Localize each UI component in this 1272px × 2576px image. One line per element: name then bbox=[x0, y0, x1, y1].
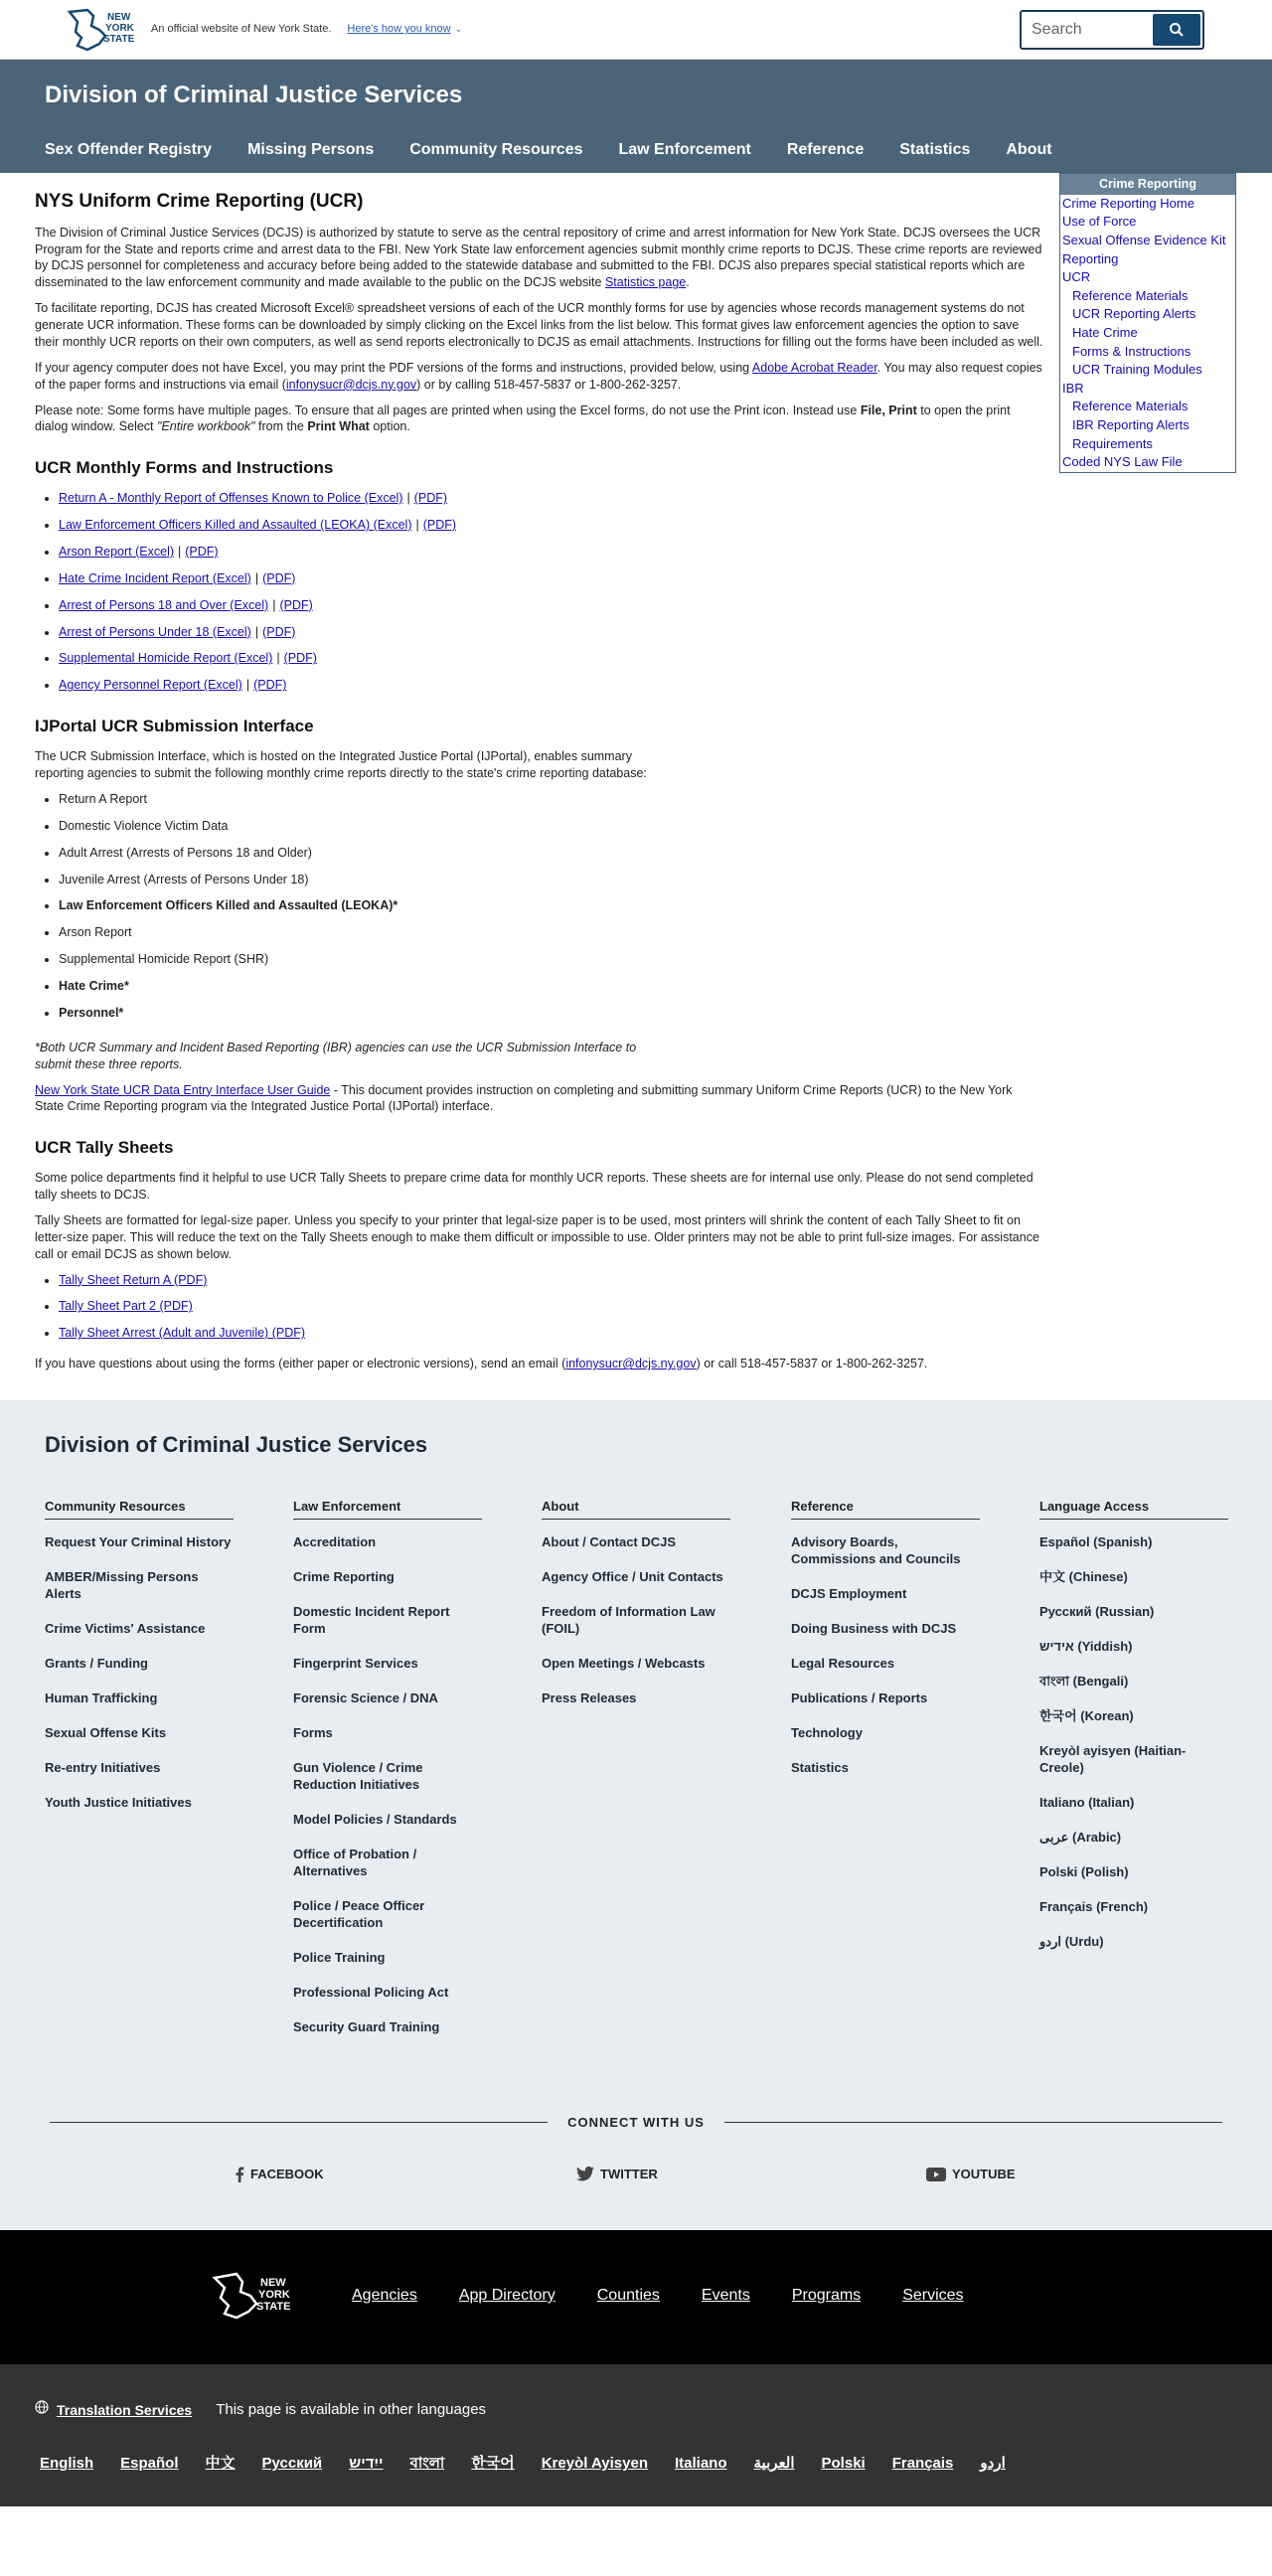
form-list-item bbox=[59, 650, 1043, 667]
twitter-label: TWITTER bbox=[600, 2167, 658, 2182]
statistics-page-link[interactable]: Statistics page bbox=[604, 275, 687, 290]
footer-link-services[interactable]: Services bbox=[902, 2287, 964, 2305]
footer-link[interactable]: Fingerprint Services bbox=[293, 1655, 418, 1671]
translation-bar bbox=[0, 2364, 1272, 2506]
svg-text:NEW: NEW bbox=[260, 2277, 286, 2290]
questions-email-link[interactable]: infonysucr@dcjs.ny.gov bbox=[565, 1357, 697, 1371]
pdf-text-c: ) or by calling 518-457-5837 or 1-800-262-3257. bbox=[416, 377, 682, 392]
report-list-item: • Return A Report bbox=[59, 791, 1043, 808]
sidebar-item-requirements[interactable]: Requirements bbox=[1072, 435, 1153, 451]
sidebar-item-reference-materials[interactable]: Reference Materials bbox=[1072, 287, 1189, 303]
user-guide-link[interactable]: New York State UCR Data Entry Interface User Guide bbox=[35, 1082, 331, 1097]
footer-column-law-enforcement bbox=[293, 1498, 482, 2053]
monthly-forms-list bbox=[59, 490, 1043, 694]
state-footer-bar bbox=[0, 2230, 1272, 2364]
form-excel-link[interactable]: Arson Report (Excel) bbox=[59, 544, 175, 559]
footer-link[interactable]: Office of Probation / Alternatives bbox=[293, 1846, 417, 1878]
form-pdf-link[interactable]: (PDF) bbox=[422, 518, 457, 533]
facebook-icon bbox=[235, 2167, 244, 2182]
crime-reporting-sidebar bbox=[1059, 173, 1236, 473]
footer-column-about bbox=[542, 1498, 730, 1724]
user-guide-paragraph bbox=[35, 1082, 1043, 1116]
questions-text-a: If you have questions about using the forms (either paper or electronic versions), send an email ( bbox=[35, 1357, 566, 1371]
tally-sheet-list bbox=[59, 1272, 1043, 1343]
footer-column-heading: About bbox=[542, 1498, 730, 1520]
pdf-text-b: . You may also request copies of the paper forms and instructions via email ( bbox=[35, 360, 1042, 392]
tally-list-item bbox=[59, 1298, 1043, 1315]
site-footer bbox=[0, 1400, 1272, 2230]
main-content bbox=[35, 189, 1043, 1372]
form-list-item bbox=[59, 490, 1043, 507]
footer-link[interactable]: Police / Peace Officer Decertification bbox=[293, 1897, 425, 1930]
print-note-file-print: File, Print bbox=[860, 402, 917, 417]
nav-reference[interactable]: Reference bbox=[786, 141, 865, 158]
sidebar-item-use-of-force[interactable]: Use of Force bbox=[1062, 214, 1137, 230]
footer-link[interactable]: اردو (Urdu) bbox=[1039, 1933, 1104, 1949]
twitter-icon bbox=[576, 2167, 594, 2181]
adobe-reader-link[interactable]: Adobe Acrobat Reader bbox=[751, 360, 877, 375]
footer-link-events[interactable]: Events bbox=[701, 2287, 750, 2305]
tally-list-item bbox=[59, 1325, 1043, 1342]
separator: | bbox=[415, 518, 419, 533]
svg-text:YORK: YORK bbox=[258, 2289, 290, 2302]
print-note-a: Please note: Some forms have multiple pages. To ensure that all pages are printed when using the Excel forms, do not use the Print icon. Instead use bbox=[35, 402, 858, 417]
sidebar-item-reference-materials[interactable]: Reference Materials bbox=[1072, 399, 1189, 414]
tally-sheet-link[interactable]: Tally Sheet Arrest (Adult and Juvenile) (PDF) bbox=[59, 1326, 306, 1341]
footer-link[interactable]: عربى (Arabic) bbox=[1039, 1829, 1122, 1845]
form-list-item bbox=[59, 624, 1043, 641]
search-box bbox=[1020, 10, 1204, 50]
report-list-item: • Arson Report bbox=[59, 924, 1043, 941]
footer-link[interactable]: Technology bbox=[791, 1724, 863, 1740]
connect-heading: CONNECT WITH US bbox=[567, 2115, 705, 2131]
footer-column-heading: Language Access bbox=[1039, 1498, 1228, 1520]
footer-agency-title: Division of Criminal Justice Services bbox=[45, 1432, 428, 1458]
facebook-label: FACEBOOK bbox=[250, 2167, 324, 2182]
form-list-item bbox=[59, 597, 1043, 614]
print-note-entire-workbook: "Entire workbook" bbox=[157, 419, 255, 434]
main-nav bbox=[45, 139, 1088, 161]
footer-link[interactable]: Forensic Science / DNA bbox=[293, 1690, 438, 1705]
language-link[interactable]: Kreyòl Ayisyen bbox=[541, 2455, 648, 2473]
footer-link[interactable]: Model Policies / Standards bbox=[293, 1811, 457, 1827]
footer-link[interactable]: Human Trafficking bbox=[45, 1690, 158, 1705]
form-pdf-link[interactable]: (PDF) bbox=[413, 491, 448, 506]
youtube-link[interactable] bbox=[926, 2166, 1016, 2183]
ijportal-heading: IJPortal UCR Submission Interface bbox=[35, 717, 314, 736]
footer-link-counties[interactable]: Counties bbox=[596, 2287, 660, 2305]
intro-text: The Division of Criminal Justice Services (DCJS) is authorized by statute to serve as the central repository of crime and arrest information for New York State. DCJS oversees the UCR Program for the State and reports crime and arrest data to the FBI. New York State law enforcement agencies submit monthly crime reports to DCJS. These crime reports are reviewed by DCJS personnel for completeness and accuracy before being added to the statewide database and submitted to the FBI. DCJS also prepares special statistical reports which are disseminated to the law enforcement community and made available to the public on the DCJS website bbox=[35, 225, 1042, 290]
footer-link[interactable]: Professional Policing Act bbox=[293, 1984, 449, 2000]
sidebar-item-forms-instructions[interactable]: Forms & Instructions bbox=[1072, 343, 1192, 359]
pdf-paragraph bbox=[35, 360, 1043, 394]
sidebar-item-sexual-offense-evidence-kit-reporting[interactable]: Sexual Offense Evidence Kit Reporting bbox=[1062, 233, 1226, 266]
language-link[interactable]: Polski bbox=[821, 2455, 866, 2473]
form-excel-link[interactable]: Hate Crime Incident Report (Excel) bbox=[59, 570, 251, 585]
official-website-text: An official website of New York State. bbox=[151, 23, 332, 36]
footer-link[interactable]: Legal Resources bbox=[791, 1655, 895, 1671]
tally-sheets-heading: UCR Tally Sheets bbox=[35, 1138, 174, 1158]
agency-title[interactable]: Division of Criminal Justice Services bbox=[45, 81, 463, 108]
user-guide-text: - This document provides instruction on completing and submitting summary Uniform Crime Reports (UCR) to the New York State Crime Reporting program via the Integrated Justice Portal (IJPortal) interface. bbox=[35, 1082, 1013, 1114]
facebook-link[interactable] bbox=[235, 2166, 324, 2183]
connect-with-us bbox=[50, 2114, 1222, 2132]
footer-link[interactable]: Domestic Incident Report Form bbox=[293, 1603, 450, 1636]
translation-row bbox=[35, 2400, 486, 2420]
nav-missing-persons[interactable]: Missing Persons bbox=[247, 141, 375, 158]
footer-link[interactable]: Русский (Russian) bbox=[1039, 1603, 1155, 1619]
footer-link[interactable]: Kreyòl ayisyen (Haitian-Creole) bbox=[1039, 1742, 1187, 1775]
svg-text:NEW: NEW bbox=[107, 11, 131, 23]
footer-link[interactable]: Statistics bbox=[791, 1759, 849, 1775]
print-note-b: to open the print dialog window. Select bbox=[35, 402, 1011, 434]
form-excel-link[interactable]: Return A - Monthly Report of Offenses Known to Police (Excel) bbox=[59, 491, 403, 506]
print-note-print-what: Print What bbox=[307, 419, 370, 434]
footer-link-programs[interactable]: Programs bbox=[791, 2287, 862, 2305]
nav-law-enforcement[interactable]: Law Enforcement bbox=[618, 141, 751, 158]
sidebar-item-ibr-reporting-alerts[interactable]: IBR Reporting Alerts bbox=[1072, 417, 1190, 432]
footer-link[interactable]: Grants / Funding bbox=[45, 1655, 148, 1671]
twitter-link[interactable] bbox=[576, 2166, 658, 2183]
tally-paragraph-1: Some police departments find it helpful to use UCR Tally Sheets to prepare crime data for monthly UCR reports. These sheets are for internal use only. Please do not send completed tally sheets to DCJS. bbox=[35, 1171, 1034, 1203]
tally-sheet-link[interactable]: Tally Sheet Part 2 (PDF) bbox=[59, 1299, 193, 1314]
footer-link[interactable]: Security Guard Training bbox=[293, 2018, 440, 2034]
questions-paragraph bbox=[35, 1356, 1043, 1372]
footer-link-agencies[interactable]: Agencies bbox=[352, 2287, 417, 2305]
sidebar-item-coded-nys-law-file[interactable]: Coded NYS Law File bbox=[1062, 454, 1183, 470]
tally-paragraph-2: Tally Sheets are formatted for legal-size paper. Unless you specify to your printer that legal-size paper is to be used, most printers will shrink the content of each Tally Sheet to fit on letter-size paper. This will reduce the text on the Tally Sheets enough to make them difficult or impossible to use. Older printers may not be able to print full-size images. For assistance call or email DCJS as shown below. bbox=[35, 1212, 1039, 1261]
questions-text-b: ) or call 518-457-5837 or 1-800-262-3257. bbox=[696, 1357, 928, 1371]
search-input[interactable]: Search bbox=[1032, 21, 1082, 39]
language-link[interactable]: اردو bbox=[980, 2455, 1006, 2473]
separator: | bbox=[276, 651, 280, 666]
footer-column-reference bbox=[791, 1498, 980, 1794]
footer-link[interactable]: Polski (Polish) bbox=[1039, 1863, 1129, 1879]
footer-link[interactable]: Agency Office / Unit Contacts bbox=[542, 1568, 723, 1584]
form-pdf-link[interactable]: (PDF) bbox=[185, 544, 219, 559]
search-icon bbox=[1169, 22, 1185, 38]
footer-column-heading: Community Resources bbox=[45, 1498, 234, 1520]
footer-link[interactable]: Advisory Boards, Commissions and Councils bbox=[791, 1533, 961, 1566]
language-link[interactable]: العربية bbox=[753, 2455, 795, 2473]
ibr-note: *Both UCR Summary and Incident Based Reporting (IBR) agencies can use the UCR Submission Interface to submit these three reports. bbox=[35, 1040, 637, 1071]
form-excel-link[interactable]: Arrest of Persons Under 18 (Excel) bbox=[59, 624, 251, 639]
content-area bbox=[0, 173, 1272, 1372]
nav-about[interactable]: About bbox=[1006, 141, 1052, 158]
separator: | bbox=[178, 544, 182, 559]
language-link[interactable]: English bbox=[40, 2455, 94, 2473]
nav-community-resources[interactable]: Community Resources bbox=[409, 141, 583, 158]
svg-text:STATE: STATE bbox=[103, 33, 135, 45]
sidebar-item-hate-crime[interactable]: Hate Crime bbox=[1072, 325, 1138, 341]
site-header bbox=[0, 60, 1272, 173]
nys-logo[interactable] bbox=[66, 6, 141, 54]
report-list-item: • Juvenile Arrest (Arrests of Persons Under 18) bbox=[59, 872, 1043, 888]
footer-link[interactable]: Italiano (Italian) bbox=[1039, 1794, 1135, 1810]
ijportal-report-list bbox=[59, 791, 1043, 1022]
language-link[interactable]: 中文 bbox=[205, 2455, 236, 2473]
footer-link[interactable]: Open Meetings / Webcasts bbox=[542, 1655, 706, 1671]
footer-link[interactable]: Police Training bbox=[293, 1949, 386, 1965]
footer-link[interactable]: Youth Justice Initiatives bbox=[45, 1794, 192, 1810]
tally-sheet-link[interactable]: Tally Sheet Return A (PDF) bbox=[59, 1272, 208, 1287]
footer-link[interactable]: Français (French) bbox=[1039, 1898, 1149, 1914]
footer-link[interactable]: Forms bbox=[293, 1724, 333, 1740]
footer-link[interactable]: Español (Spanish) bbox=[1039, 1533, 1153, 1549]
official-banner bbox=[0, 0, 1272, 60]
chevron-down-icon: ⌄ bbox=[454, 24, 463, 35]
footer-link[interactable]: Crime Victims' Assistance bbox=[45, 1620, 206, 1636]
divider bbox=[50, 2122, 548, 2123]
sidebar-item-crime-reporting-home[interactable]: Crime Reporting Home bbox=[1062, 195, 1194, 211]
ijportal-paragraph: The UCR Submission Interface, which is hosted on the Integrated Justice Portal (IJPortal), enables summary reporting agencies to submit the following monthly crime reports directly to the state's crime reporting database: bbox=[35, 749, 647, 781]
footer-link[interactable]: Doing Business with DCJS bbox=[791, 1620, 957, 1636]
language-link[interactable]: Français bbox=[891, 2455, 954, 2473]
tally-list-item bbox=[59, 1272, 1043, 1289]
footer-link[interactable]: Request Your Criminal History bbox=[45, 1533, 232, 1549]
form-pdf-link[interactable]: (PDF) bbox=[279, 597, 313, 612]
svg-text:STATE: STATE bbox=[256, 2301, 291, 2314]
sidebar-item-ibr[interactable]: IBR bbox=[1062, 380, 1084, 396]
footer-link[interactable]: Re-entry Initiatives bbox=[45, 1759, 161, 1775]
report-list-item: • Domestic Violence Victim Data bbox=[59, 818, 1043, 835]
sidebar-item-ucr[interactable]: UCR bbox=[1062, 269, 1091, 285]
footer-link[interactable]: বাংলা (Bengali) bbox=[1039, 1673, 1129, 1689]
language-links bbox=[40, 2454, 1033, 2474]
form-list-item bbox=[59, 677, 1043, 694]
footer-link[interactable]: Crime Reporting bbox=[293, 1568, 395, 1584]
form-list-item bbox=[59, 517, 1043, 534]
footer-link[interactable]: 한국어 (Korean) bbox=[1039, 1707, 1134, 1723]
form-excel-link[interactable]: Arrest of Persons 18 and Over (Excel) bbox=[59, 597, 269, 612]
email-link[interactable]: infonysucr@dcjs.ny.gov bbox=[285, 377, 417, 392]
nav-sex-offender-registry[interactable]: Sex Offender Registry bbox=[45, 141, 213, 158]
sidebar-title: Crime Reporting bbox=[1060, 174, 1235, 195]
svg-text:YORK: YORK bbox=[105, 22, 134, 34]
language-link[interactable]: Italiano bbox=[675, 2455, 727, 2473]
nav-statistics[interactable]: Statistics bbox=[899, 141, 971, 158]
footer-link[interactable]: DCJS Employment bbox=[791, 1585, 907, 1601]
language-link[interactable]: Español bbox=[120, 2455, 179, 2473]
page-title: NYS Uniform Crime Reporting (UCR) bbox=[35, 191, 364, 212]
how-you-know-link[interactable] bbox=[347, 22, 462, 37]
footer-column-community-resources bbox=[45, 1498, 234, 1829]
youtube-icon bbox=[926, 2168, 946, 2181]
monthly-forms-heading: UCR Monthly Forms and Instructions bbox=[35, 458, 334, 478]
form-excel-link[interactable]: Law Enforcement Officers Killed and Assaulted (LEOKA) (Excel) bbox=[59, 518, 412, 533]
language-link[interactable]: Русский bbox=[261, 2455, 323, 2473]
footer-link[interactable]: אידיש (Yiddish) bbox=[1039, 1638, 1133, 1654]
footer-link-app-directory[interactable]: App Directory bbox=[458, 2287, 556, 2305]
report-list-item: • Supplemental Homicide Report (SHR) bbox=[59, 951, 1043, 968]
form-excel-link[interactable]: Agency Personnel Report (Excel) bbox=[59, 678, 242, 693]
globe-icon bbox=[35, 2400, 49, 2420]
sidebar-item-ucr-training-modules[interactable]: UCR Training Modules bbox=[1072, 362, 1202, 378]
report-list-item: • Hate Crime* bbox=[59, 978, 1043, 995]
footer-link[interactable]: About / Contact DCJS bbox=[542, 1533, 677, 1549]
separator: | bbox=[245, 678, 250, 693]
language-link[interactable]: ייִדיש bbox=[349, 2455, 384, 2473]
youtube-label: YOUTUBE bbox=[952, 2167, 1016, 2182]
footer-column-heading: Reference bbox=[791, 1498, 980, 1520]
report-list-item: • Personnel* bbox=[59, 1005, 1043, 1022]
form-list-item bbox=[59, 570, 1043, 587]
separator: | bbox=[254, 570, 259, 585]
print-note-c: from the bbox=[258, 419, 304, 434]
language-link[interactable]: বাংলা bbox=[409, 2455, 445, 2473]
footer-link[interactable]: AMBER/Missing Persons Alerts bbox=[45, 1568, 199, 1601]
separator: | bbox=[272, 597, 276, 612]
footer-link[interactable]: Gun Violence / Crime Reduction Initiatives bbox=[293, 1759, 423, 1792]
footer-link[interactable]: Publications / Reports bbox=[791, 1690, 928, 1705]
report-list-item: • Adult Arrest (Arrests of Persons 18 and Older) bbox=[59, 845, 1043, 862]
intro-paragraph: The Division of Criminal Justice Services (DCJS) is authorized by statute to serve as the central repository of crime and arrest information for New York State. DCJS oversees the UCR Program for the State and reports crime and arrest data to the FBI. New York State law enforcement agencies submit monthly crime reports to DCJS. These crime reports are reviewed by DCJS personnel for completeness and accuracy before being added to the statewide database and submitted to the FBI. DCJS also prepares special statistical reports which are disseminated to the law enforcement community and made available to the public on the DCJS website Statistics page. bbox=[35, 225, 1042, 290]
excel-paragraph: To facilitate reporting, DCJS has created Microsoft Excel® spreadsheet versions of each of the UCR monthly forms for use by agencies whose records management systems do not generate UCR information. These forms can be downloaded by simply clicking on the Excel links from the list below. This format gives law enforcement agencies the option to save their monthly UCR reports on their own computers, as well as send reports electronically to DCJS as email attachments. Instructions for filling out the forms have been included as well. bbox=[35, 301, 1043, 349]
footer-link[interactable]: Accreditation bbox=[293, 1533, 377, 1549]
separator: | bbox=[406, 491, 410, 506]
form-pdf-link[interactable]: (PDF) bbox=[262, 570, 296, 585]
footer-column-language-access bbox=[1039, 1498, 1228, 1968]
footer-link[interactable]: Sexual Offense Kits bbox=[45, 1724, 167, 1740]
footer-link[interactable]: Press Releases bbox=[542, 1690, 637, 1705]
language-link[interactable]: 한국어 bbox=[471, 2455, 515, 2473]
available-languages-text: This page is available in other languages bbox=[216, 2401, 487, 2419]
form-excel-link[interactable]: Supplemental Homicide Report (Excel) bbox=[59, 651, 273, 666]
pdf-text-a: If your agency computer does not have Excel, you may print the PDF versions of the forms and instructions, provided below, using bbox=[35, 360, 750, 375]
form-pdf-link[interactable]: (PDF) bbox=[253, 678, 287, 693]
footer-link[interactable]: 中文 (Chinese) bbox=[1039, 1568, 1128, 1584]
form-list-item bbox=[59, 544, 1043, 561]
print-note-paragraph bbox=[35, 402, 1043, 436]
footer-column-heading: Law Enforcement bbox=[293, 1498, 482, 1520]
how-you-know-label: Here's how you know bbox=[347, 23, 451, 36]
divider bbox=[724, 2122, 1222, 2123]
footer-link[interactable]: Freedom of Information Law (FOIL) bbox=[542, 1603, 716, 1636]
sidebar-item-ucr-reporting-alerts[interactable]: UCR Reporting Alerts bbox=[1072, 306, 1196, 322]
print-note-d: option. bbox=[373, 419, 410, 434]
translation-services-link[interactable]: Translation Services bbox=[57, 2401, 193, 2418]
separator: | bbox=[254, 624, 259, 639]
report-list-item: • Law Enforcement Officers Killed and Assaulted (LEOKA)* bbox=[59, 897, 1043, 914]
state-footer-nav bbox=[352, 2285, 1006, 2307]
nys-footer-logo[interactable] bbox=[211, 2268, 306, 2329]
search-button[interactable] bbox=[1153, 14, 1200, 46]
form-pdf-link[interactable]: (PDF) bbox=[262, 624, 296, 639]
form-pdf-link[interactable]: (PDF) bbox=[283, 651, 317, 666]
